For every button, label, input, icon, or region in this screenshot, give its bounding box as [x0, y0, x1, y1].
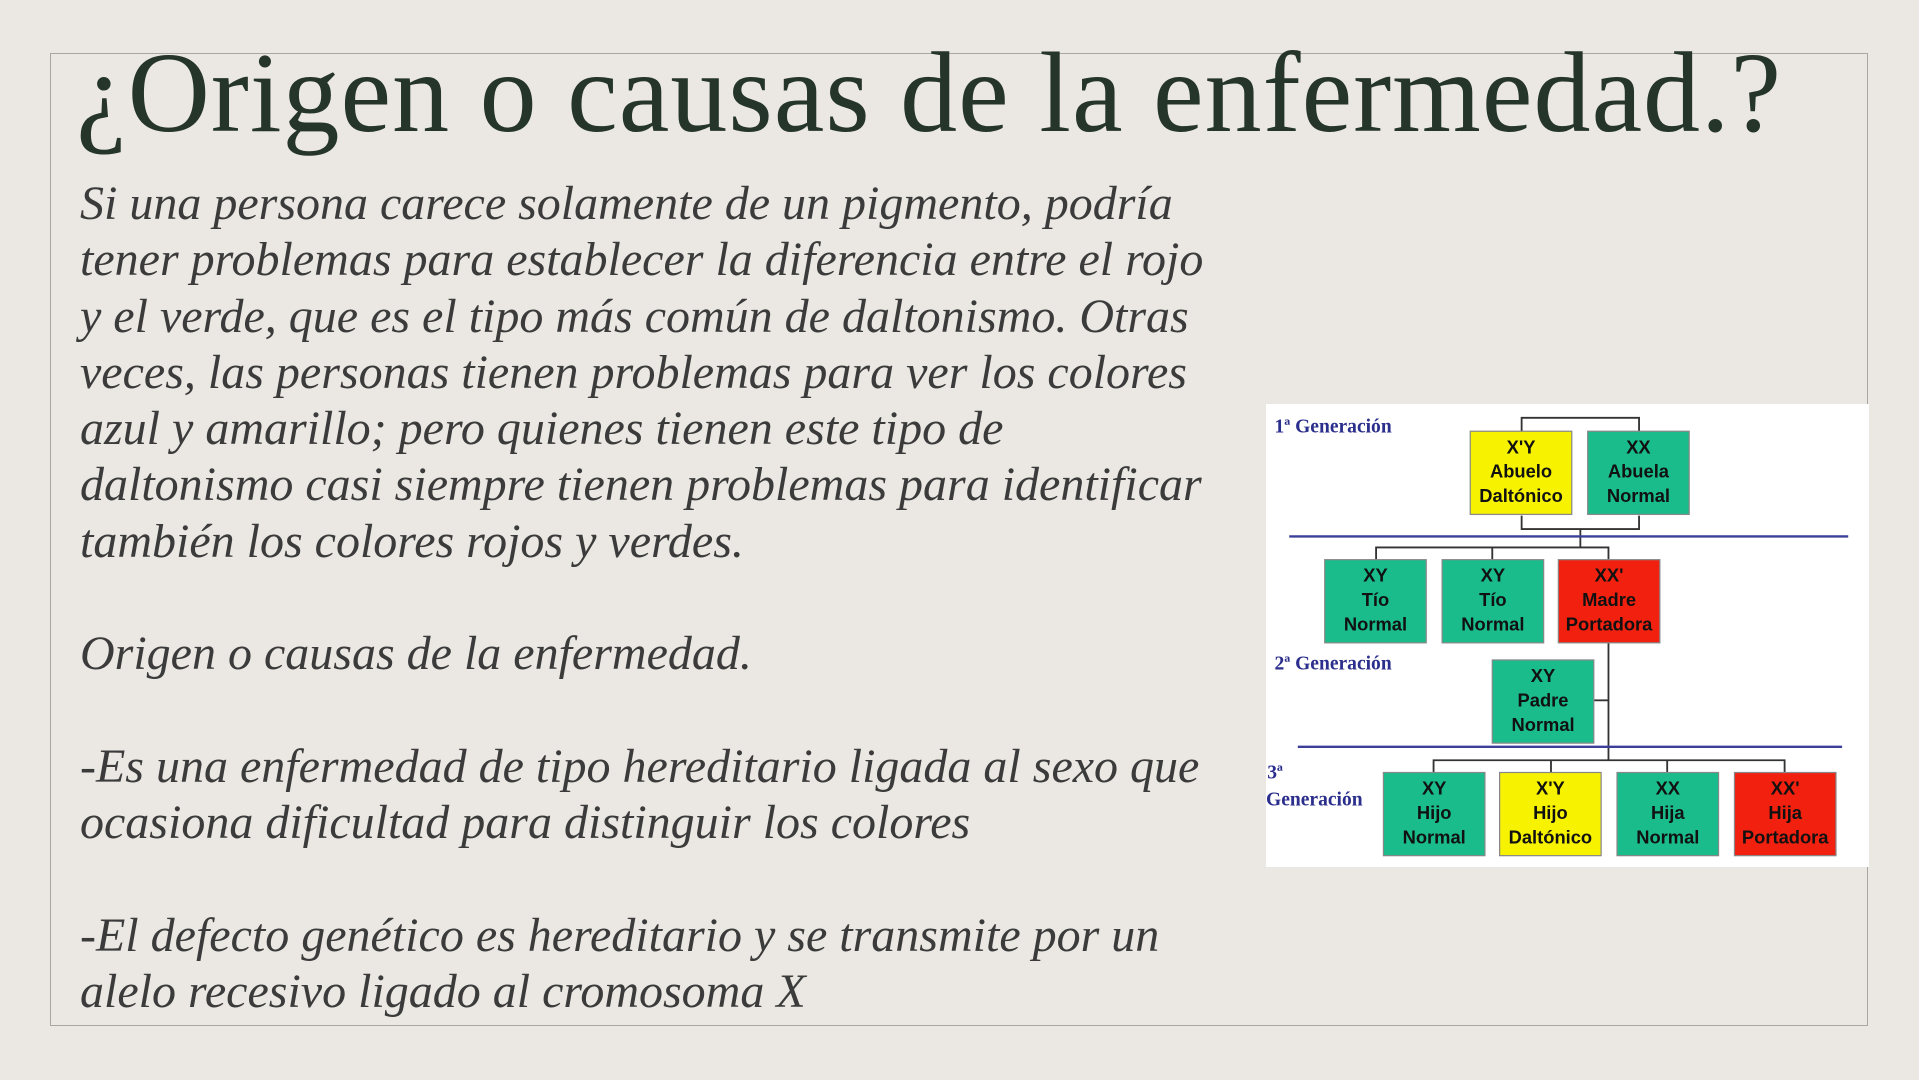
- person-box-text: Madre: [1582, 589, 1637, 611]
- person-box-text: Padre: [1517, 689, 1569, 711]
- person-box-text: XY: [1480, 564, 1506, 586]
- person-box-text: Hijo: [1533, 801, 1568, 823]
- person-box-text: Abuelo: [1489, 460, 1553, 482]
- body-text-line: alelo recesivo ligado al cromosoma X: [80, 965, 806, 1019]
- person-box-tio1: [1325, 560, 1427, 643]
- person-box-text: Daltónico: [1479, 485, 1563, 507]
- generation-label-2: 2ª Generación: [1274, 653, 1392, 675]
- person-box-text: Abuela: [1607, 460, 1669, 482]
- person-box-text: X'Y: [1506, 436, 1536, 458]
- body-text-line: -Es una enfermedad de tipo hereditario ligada al sexo que: [80, 739, 1200, 793]
- slide-body-text: [80, 176, 1240, 1020]
- body-text-line: tener problemas para establecer la diferencia entre el rojo: [80, 233, 1204, 287]
- person-box-text: Hija: [1768, 801, 1803, 823]
- person-box-text: XY: [1363, 564, 1388, 586]
- person-box-hijo1: [1383, 772, 1485, 855]
- person-box-text: XX': [1594, 564, 1624, 586]
- generation-label-1: 1ª Generación: [1274, 416, 1392, 438]
- person-box-text: Daltónico: [1508, 826, 1593, 848]
- body-text-line: ocasiona dificultad para distinguir los colores: [80, 796, 971, 850]
- person-box-text: XY: [1530, 664, 1556, 686]
- person-box-text: Hijo: [1416, 801, 1452, 823]
- body-text-line: y el verde, que es el tipo más común de daltonismo. Otras: [80, 289, 1189, 343]
- body-text-line: Origen o causas de la enfermedad.: [80, 627, 752, 681]
- body-text-line: -El defecto genético es hereditario y se transmite por un: [80, 908, 1160, 962]
- person-box-tio2: [1442, 560, 1544, 643]
- person-box-text: Normal: [1606, 485, 1671, 507]
- person-box-text: Normal: [1636, 826, 1700, 848]
- generation-label-3: 3ª: [1267, 762, 1283, 784]
- person-box-text: XX: [1655, 777, 1681, 799]
- person-box-text: Normal: [1343, 613, 1408, 635]
- person-box-abuelo: [1470, 431, 1572, 514]
- person-box-text: Hija: [1650, 801, 1685, 823]
- person-box-text: XX: [1626, 436, 1651, 458]
- slide-title: ¿Origen o causas de la enfermedad.?: [76, 29, 1783, 156]
- body-text-line: Si una persona carece solamente de un pigmento, podría: [80, 177, 1173, 230]
- person-box-abuela: [1588, 431, 1690, 514]
- person-box-padre: [1492, 660, 1594, 743]
- person-box-text: Portadora: [1565, 613, 1653, 635]
- body-text-line: azul y amarillo; pero quienes tienen este tipo de: [80, 402, 1004, 456]
- person-box-text: Tío: [1479, 589, 1507, 611]
- person-box-text: Normal: [1402, 826, 1466, 848]
- generation-label-3-word: Generación: [1266, 789, 1363, 811]
- body-text-line: daltonismo casi siempre tienen problemas para identificar: [80, 458, 1202, 512]
- person-box-text: Tío: [1361, 589, 1390, 611]
- blank-line: [80, 683, 1240, 739]
- body-text-line: veces, las personas tienen problemas para ver los colores: [80, 345, 1187, 399]
- person-box-hijo2: [1500, 772, 1602, 855]
- person-box-text: Normal: [1511, 713, 1575, 735]
- person-box-text: Normal: [1461, 613, 1525, 635]
- person-box-text: XY: [1421, 777, 1447, 799]
- blank-line: [80, 852, 1240, 908]
- body-text-line: también los colores rojos y verdes.: [80, 514, 744, 568]
- person-box-madre: [1558, 560, 1660, 643]
- person-box-hija2: [1734, 772, 1836, 855]
- person-box-text: XX': [1770, 777, 1800, 799]
- person-box-hija1: [1617, 772, 1719, 855]
- person-box-text: X'Y: [1535, 777, 1565, 799]
- inheritance-pedigree-diagram: [1266, 404, 1869, 867]
- blank-line: [80, 570, 1240, 626]
- person-box-text: Portadora: [1741, 826, 1829, 848]
